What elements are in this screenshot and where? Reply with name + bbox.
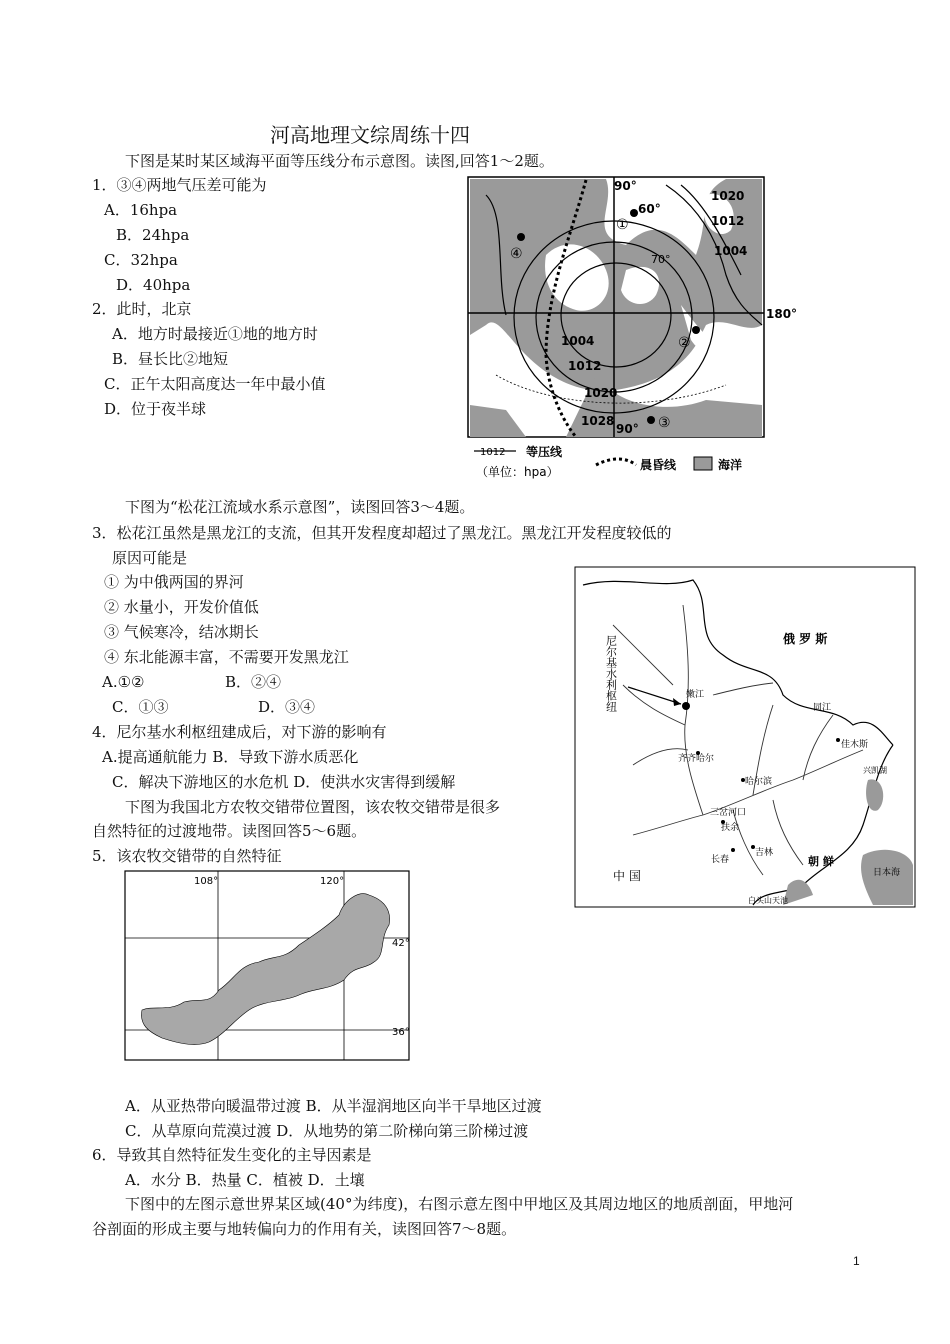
q4-stem: 4．尼尔基水利枢纽建成后，对下游的影响有 xyxy=(92,723,387,741)
isobar-label-2: 1012 xyxy=(711,214,745,228)
map3-lat-36: 36° xyxy=(392,1027,410,1038)
q2-stem: 2．此时，北京 xyxy=(92,300,192,318)
label-china: 中 国 xyxy=(613,869,641,883)
label-harbin: 哈尔滨 xyxy=(745,777,773,787)
q2-option-a: A．地方时最接近①地的地方时 xyxy=(112,325,318,343)
label-changchun: 长春 xyxy=(711,855,730,865)
q3-option-d: D．③④ xyxy=(258,698,316,716)
q1-stem: 1．③④两地气压差可能为 xyxy=(92,176,267,194)
intro-q3-4: 下图为“松花江流域水系示意图”，读图回答3～4题。 xyxy=(125,498,475,516)
map1-lat70-label: 70° xyxy=(651,253,671,266)
legend-ocean: 海洋 xyxy=(718,458,743,472)
q3-stem-line1: 3．松花江虽然是黑龙江的支流，但其开发程度却超过了黑龙江。黑龙江开发程度较低的 xyxy=(92,524,672,542)
point-2-label: ② xyxy=(678,335,691,351)
label-russia: 俄 罗 斯 xyxy=(783,632,828,646)
q3-item-4: ④ 东北能源丰富，不需要开发黑龙江 xyxy=(104,648,349,666)
map3-lat-42: 42° xyxy=(392,938,410,949)
label-fuyu: 扶余 xyxy=(721,823,740,833)
point-4-label: ④ xyxy=(510,246,523,262)
map1-lon-right-label: 180° xyxy=(766,307,798,321)
map1-lat60-label: 60° xyxy=(638,202,661,216)
map1-lon-bottom-label: 90° xyxy=(616,422,639,436)
label-baitou: 白头山天池 xyxy=(748,896,788,905)
q3-option-b: B．②④ xyxy=(225,673,282,691)
isobar-label-5: 1012 xyxy=(568,359,602,373)
label-nenjiang: 嫩江 xyxy=(686,690,705,700)
intro-q5-6-line1: 下图为我国北方农牧交错带位置图，该农牧交错带是很多 xyxy=(125,798,501,816)
q6-stem: 6．导致其自然特征发生变化的主导因素是 xyxy=(92,1146,372,1164)
q3-item-2: ② 水量小，开发价值低 xyxy=(104,598,259,616)
q4-options-ab: A.提高通航能力 B．导致下游水质恶化 xyxy=(102,748,359,766)
point-3-label: ③ xyxy=(658,415,671,431)
legend-terminator: 晨昏线 xyxy=(640,458,677,472)
q1-option-a: A．16hpa xyxy=(104,201,178,219)
label-korea: 朝 鲜 xyxy=(808,855,834,868)
label-japan-sea: 日本海 xyxy=(873,868,901,878)
page-title: 河高地理文综周练十四 xyxy=(270,123,470,147)
agro-pastoral-map xyxy=(124,870,412,1063)
isobar-label-7: 1028 xyxy=(581,414,615,428)
isobar-label-3: 1004 xyxy=(714,244,748,258)
q6-options: A．水分 B．热量 C．植被 D．土壤 xyxy=(125,1171,365,1189)
intro-q5-6-line2: 自然特征的过渡地带。读图回答5～6题。 xyxy=(92,822,367,840)
intro-q7-8-line2: 谷剖面的形成主要与地转偏向力的作用有关，读图回答7～8题。 xyxy=(92,1220,517,1238)
q5-options-ab: A．从亚热带向暖温带过渡 B．从半湿润地区向半干旱地区过渡 xyxy=(125,1097,542,1115)
point-1-label: ① xyxy=(616,217,629,233)
q1-option-b: B．24hpa xyxy=(116,226,190,244)
q2-option-d: D．位于夜半球 xyxy=(104,400,207,418)
map3-lon-120: 120° xyxy=(320,876,345,887)
isobar-map xyxy=(466,175,806,485)
q2-option-b: B．昼长比②地短 xyxy=(112,350,229,368)
label-jiamusi: 佳木斯 xyxy=(841,740,869,750)
isobar-label-1: 1020 xyxy=(711,189,745,203)
intro-q7-8-line1: 下图中的左图示意世界某区域(40°为纬度)，右图示意左图中甲地区及其周边地区的地质剖面，甲地河 xyxy=(125,1195,794,1213)
label-tongjiang: 同江 xyxy=(813,703,832,713)
q3-option-a: A.①② xyxy=(102,673,145,691)
isobar-label-6: 1020 xyxy=(584,386,618,400)
q1-option-d: D．40hpa xyxy=(116,276,191,294)
legend-isobar: 等压线 xyxy=(526,445,563,459)
map1-lon-top-label: 90° xyxy=(614,179,637,193)
q3-option-c: C．①③ xyxy=(112,698,169,716)
q3-item-3: ③ 气候寒冷，结冰期长 xyxy=(104,623,259,641)
intro-q1-2: 下图是某时某区域海平面等压线分布示意图。读图,回答1～2题。 xyxy=(125,152,554,170)
label-qiqihar: 齐齐哈尔 xyxy=(678,754,715,764)
q3-stem-line2: 原因可能是 xyxy=(112,549,188,567)
q2-option-c: C．正午太阳高度达一年中最小值 xyxy=(104,375,326,393)
legend-isobar-sample: 1012 xyxy=(480,447,506,458)
songhua-river-map xyxy=(573,565,918,910)
label-jilin: 吉林 xyxy=(755,848,774,858)
q1-option-c: C．32hpa xyxy=(104,251,178,269)
q5-stem: 5．该农牧交错带的自然特征 xyxy=(92,847,282,865)
q5-options-cd: C．从草原向荒漠过渡 D．从地势的第二阶梯向第三阶梯过渡 xyxy=(125,1122,529,1140)
map3-lon-108: 108° xyxy=(194,876,219,887)
q3-item-1: ① 为中俄两国的界河 xyxy=(104,573,244,591)
label-sanchahe: 三岔河口 xyxy=(710,808,747,818)
label-nierji-dam: 尼尔基水利枢纽 xyxy=(604,635,618,712)
legend-unit: （单位：hpa） xyxy=(476,465,559,479)
q4-options-cd: C．解决下游地区的水危机 D．使洪水灾害得到缓解 xyxy=(112,773,456,791)
page-number: 1 xyxy=(853,1254,860,1268)
isobar-label-4: 1004 xyxy=(561,334,595,348)
label-xingkai: 兴凯湖 xyxy=(863,766,887,775)
